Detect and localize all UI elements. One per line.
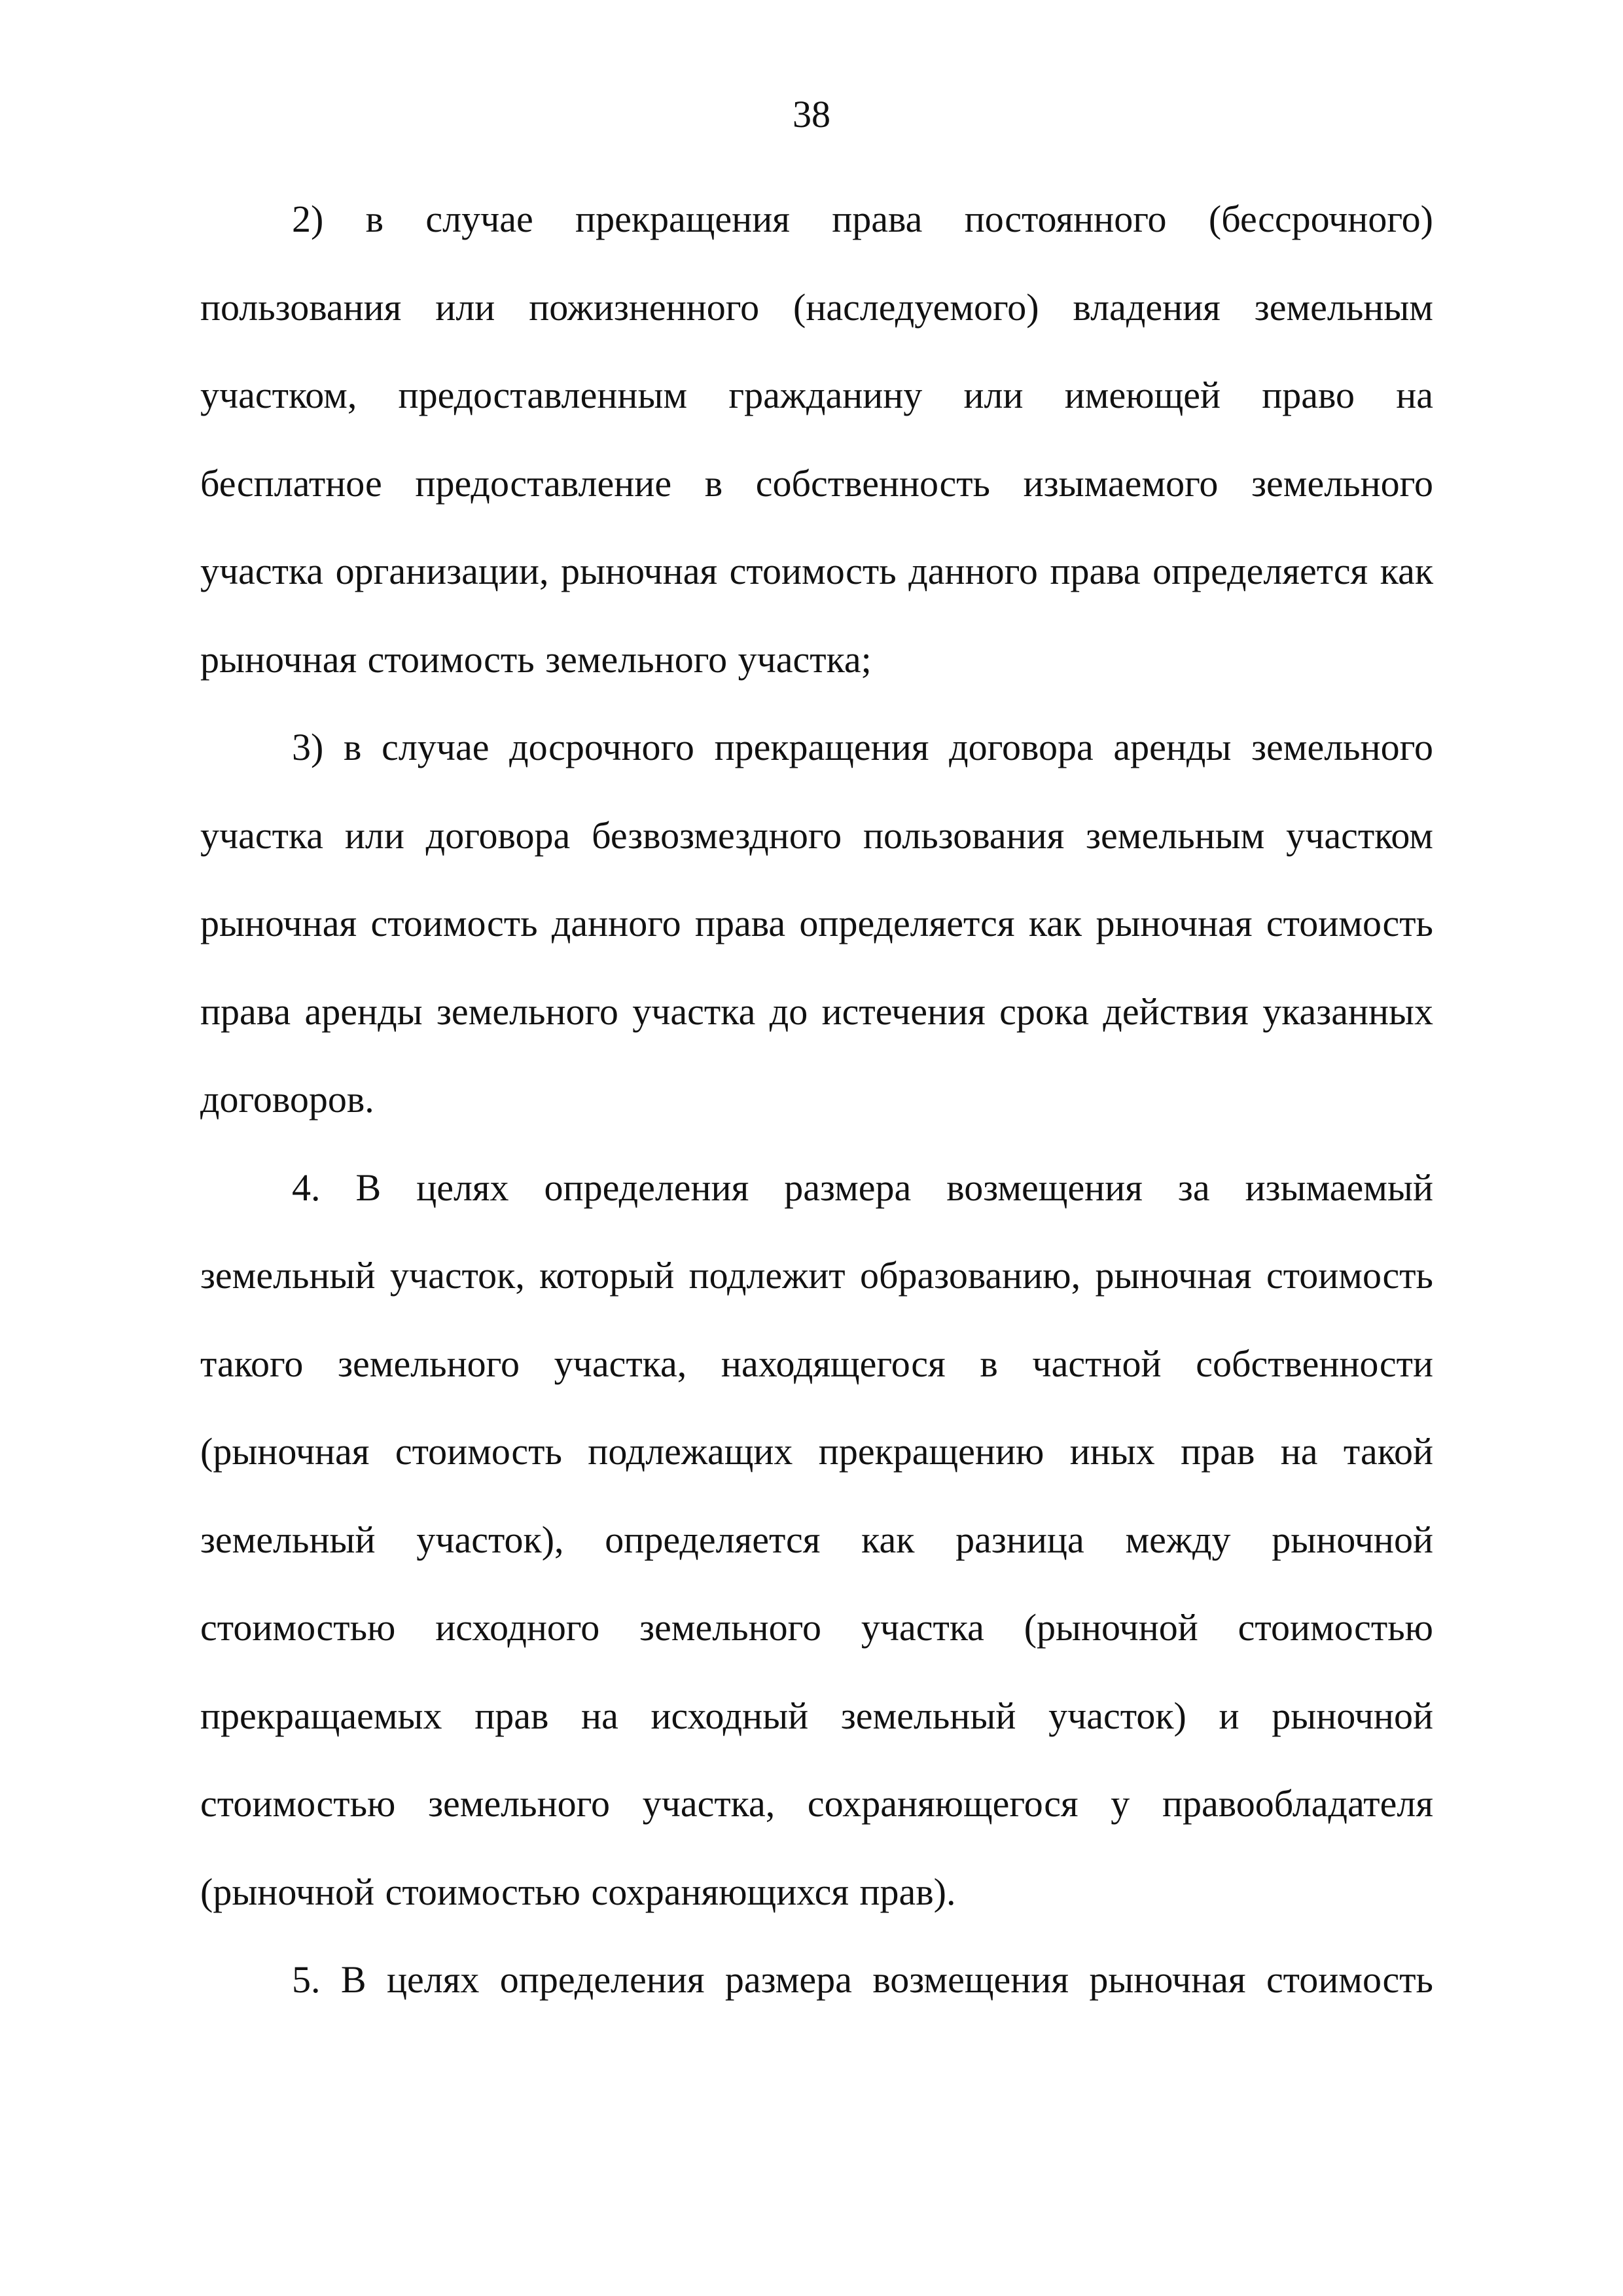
paragraph-subitem-2: 2) в случае прекращения права постоянного (бессрочного) пользования или пожизненного (наследуемого) владения земельным участком, предоставленным гражданину или имеющей право на бесплатное предоставление в собственность изымаемого земельного участка организации, рыночная стоимость данного права определяется как рыночная стоимость земельного участка; (200, 198, 1433, 681)
page-number: 38 (793, 93, 830, 135)
document-body (200, 175, 1433, 2024)
paragraph-item-5: 5. В целях определения размера возмещения рыночная стоимость (292, 1958, 1433, 2001)
paragraph-item-4: 4. В целях определения размера возмещения за изымаемый земельный участок, который подлежит образованию, рыночная стоимость такого земельного участка, находящегося в частной собственности (рыночная стоимость подлежащих прекращению иных прав на такой земельный участок), определяется как разница между рыночной стоимостью исходного земельного участка (рыночной стоимостью прекращаемых прав на исходный земельный участок) и рыночной стоимостью земельного участка, сохраняющегося у правообладателя (рыночной стоимостью сохраняющихся прав). (200, 1166, 1433, 1913)
paragraph-subitem-3: 3) в случае досрочного прекращения договора аренды земельного участка или договора безвозмездного пользования земельным участком рыночная стоимость данного права определяется как рыночная стоимость права аренды земельного участка до истечения срока действия указанных договоров. (200, 726, 1433, 1121)
